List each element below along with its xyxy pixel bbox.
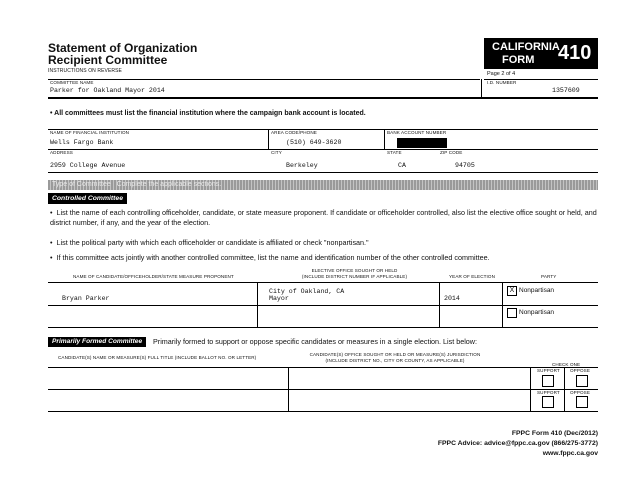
row1-oppose-checkbox[interactable] — [576, 375, 588, 387]
support-label: SUPPORT — [537, 390, 560, 395]
divider — [268, 129, 269, 149]
city-label: CITY — [271, 150, 282, 155]
controlled-bullet-2-text: List the political party with which each officeholder or candidate is affiliated or check "nonpartisan." — [56, 238, 369, 247]
divider — [48, 129, 598, 130]
oppose-label: OPPOSE — [570, 390, 591, 395]
state-value: CA — [398, 162, 406, 169]
form-title: Statement of Organization — [48, 41, 198, 55]
divider — [48, 172, 598, 173]
row1-name: Bryan Parker — [62, 295, 110, 302]
id-number-value: 1357609 — [552, 87, 580, 94]
col-office-line1: ELECTIVE OFFICE SOUGHT OR HELD — [311, 268, 398, 273]
committee-name-value: Parker for Oakland Mayor 2014 — [50, 87, 165, 94]
controlled-committee-badge: Controlled Committee — [48, 193, 127, 204]
address-value: 2959 College Avenue — [50, 162, 126, 169]
address-label: ADDRESS — [50, 150, 73, 155]
zip-label: ZIP CODE — [440, 150, 463, 155]
controlled-bullet-1: • List the name of each controlling officeholder, candidate, or state measure proponent. If candidate or officeholder controlled, also list the elective office sought or held, and district number, if any, and the year of the election. — [50, 208, 597, 227]
divider — [48, 149, 598, 150]
col-jurisdiction-line1: CANDIDATE(S) OFFICE SOUGHT OR HELD OR MEASURE(S) JURISDICTION — [309, 352, 481, 357]
col-candidate-name: NAME OF CANDIDATE/OFFICEHOLDER/STATE MEASURE PROPONENT — [73, 274, 234, 279]
checkmark-x: X — [509, 287, 515, 294]
divider — [48, 282, 598, 283]
controlled-bullet-3-text: If this committee acts jointly with another controlled committee, list the name and identification number of the other controlled committee. — [56, 253, 490, 262]
divider — [481, 79, 482, 98]
check-one-label: CHECK ONE — [552, 362, 581, 367]
form-subtitle: Recipient Committee — [48, 53, 168, 67]
divider — [48, 97, 598, 99]
page-label: Page 2 of 4 — [487, 71, 516, 77]
badge-form-label: FORM — [502, 54, 535, 66]
form-badge — [484, 38, 598, 69]
col-jurisdiction-line2: (INCLUDE DISTRICT NO., CITY OR COUNTY, AS APPLICABLE) — [325, 358, 465, 363]
row1-year: 2014 — [444, 295, 460, 302]
badge-form-number: 410 — [558, 42, 592, 64]
divider — [48, 79, 480, 80]
footer-website: www.fppc.ca.gov — [542, 450, 598, 457]
phone-label: AREA CODE/PHONE — [271, 130, 317, 135]
account-label: BANK ACCOUNT NUMBER — [387, 130, 447, 135]
redacted-account-number — [397, 138, 447, 148]
support-label: SUPPORT — [537, 368, 560, 373]
footer-advice: FPPC Advice: advice@fppc.ca.gov (866/275-3772) — [437, 440, 598, 447]
divider — [48, 411, 598, 412]
divider — [48, 389, 598, 390]
id-number-label: I.D. NUMBER — [487, 80, 517, 85]
col-party: PARTY — [541, 274, 557, 279]
section-bar-text: Type of Committee Complete the applicable sections. — [52, 181, 222, 188]
row2-oppose-checkbox[interactable] — [576, 396, 588, 408]
committee-name-label: COMMITTEE NAME — [50, 80, 94, 85]
oppose-label: OPPOSE — [570, 368, 591, 373]
controlled-bullet-3: • If this committee acts jointly with another controlled committee, list the name and identification number of the other controlled committee. — [50, 253, 490, 262]
phone-value: (510) 649-3620 — [286, 139, 342, 146]
row1-office-line1: City of Oakland, CA — [269, 288, 345, 295]
state-label: STATE — [387, 150, 402, 155]
row1-nonpartisan-label: Nonpartisan — [519, 287, 555, 294]
primarily-formed-text: Primarily formed to support or oppose specific candidates or measures in a single election. List below: — [153, 337, 477, 346]
col-office-line2: (INCLUDE DISTRICT NUMBER IF APPLICABLE) — [301, 274, 408, 279]
institution-label: NAME OF FINANCIAL INSTITUTION — [50, 130, 130, 135]
controlled-bullet-2: • List the political party with which each officeholder or candidate is affiliated or check "nonpartisan." — [50, 238, 369, 247]
city-value: Berkeley — [286, 162, 318, 169]
primarily-formed-badge: Primarily Formed Committee — [48, 337, 146, 347]
instructions-note: INSTRUCTIONS ON REVERSE — [48, 68, 122, 74]
controlled-bullet-1-text: List the name of each controlling officeholder, candidate, or state measure proponent. If candidate or officeholder controlled, also list the elective office sought or held, and district number, if any, and the year of the election. — [50, 208, 597, 227]
divider — [48, 305, 598, 306]
bank-note-text: All committees must list the financial institution where the campaign bank account is located. — [54, 110, 366, 117]
bank-note: • All committees must list the financial institution where the campaign bank account is located. — [50, 110, 366, 117]
row2-nonpartisan-label: Nonpartisan — [519, 309, 555, 316]
divider — [48, 327, 598, 328]
row2-nonpartisan-checkbox[interactable] — [507, 308, 517, 318]
institution-value: Wells Fargo Bank — [50, 139, 114, 146]
col-year: YEAR OF ELECTION — [449, 274, 496, 279]
zip-value: 94705 — [455, 162, 475, 169]
col-measure-name: CANDIDATE(S) NAME OR MEASURE(S) FULL TITLE (INCLUDE BALLOT NO. OR LETTER) — [58, 355, 257, 360]
section-bar — [48, 180, 598, 190]
badge-state: CALIFORNIA — [492, 41, 560, 53]
row1-nonpartisan-checkbox[interactable] — [507, 286, 517, 296]
footer-form-version: FPPC Form 410 (Dec/2012) — [511, 430, 598, 437]
row1-office-line2: Mayor — [269, 295, 289, 302]
divider — [384, 129, 385, 149]
row1-support-checkbox[interactable] — [542, 375, 554, 387]
divider — [48, 367, 598, 368]
row2-support-checkbox[interactable] — [542, 396, 554, 408]
